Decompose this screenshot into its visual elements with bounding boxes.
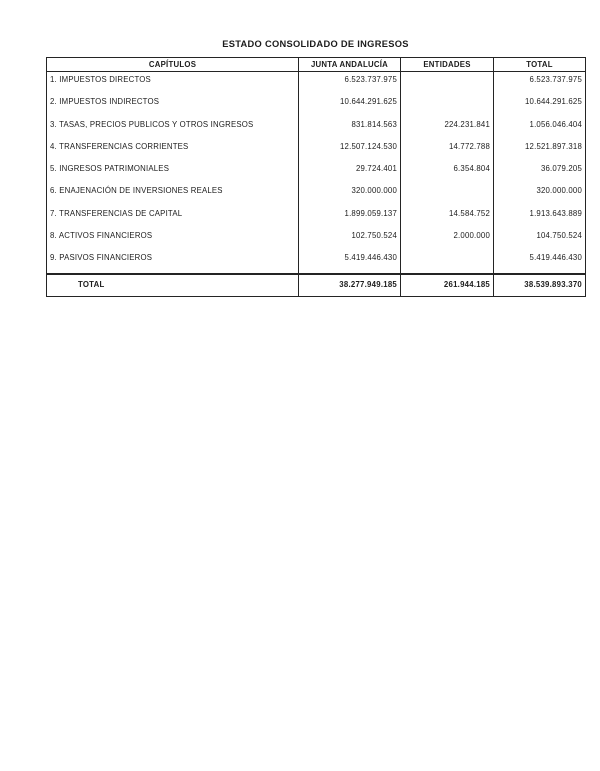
table-row [47, 183, 586, 205]
capitulo-cell: 2. IMPUESTOS INDIRECTOS [50, 97, 160, 107]
total-row [47, 274, 586, 297]
capitulo-cell: 6. ENAJENACIÓN DE INVERSIONES REALES [50, 186, 223, 196]
entidades-cell [401, 72, 494, 95]
total-cell: 5.419.446.430 [494, 250, 586, 273]
entidades-cell: 224.231.841 [401, 117, 494, 139]
entidades-cell [401, 94, 494, 116]
table-row [47, 206, 586, 228]
capitulo-cell: 7. TRANSFERENCIAS DE CAPITAL [50, 208, 183, 218]
table-row [47, 228, 586, 250]
entidades-cell [401, 250, 494, 273]
entidades-cell: 2.000.000 [401, 228, 494, 250]
junta-cell: 1.899.059.137 [299, 206, 401, 228]
total-total-cell: 38.539.893.370 [494, 274, 586, 297]
column-header-capitulos: CAPÍTULOS [47, 58, 299, 72]
total-cell: 1.913.643.889 [494, 206, 586, 228]
junta-cell: 10.644.291.625 [299, 94, 401, 116]
table-row [47, 117, 586, 139]
column-header-junta-andalucia: JUNTA ANDALUCÍA [299, 58, 401, 72]
table-row [47, 94, 586, 116]
table-row [47, 250, 586, 273]
entidades-cell [401, 183, 494, 205]
entidades-cell: 14.772.788 [401, 139, 494, 161]
header-row [47, 58, 586, 72]
junta-cell: 12.507.124.530 [299, 139, 401, 161]
total-cell: 1.056.046.404 [494, 117, 586, 139]
junta-cell: 320.000.000 [299, 183, 401, 205]
junta-cell: 102.750.524 [299, 228, 401, 250]
capitulo-cell: 9. PASIVOS FINANCIEROS [50, 253, 153, 263]
junta-cell: 831.814.563 [299, 117, 401, 139]
table-row [47, 72, 586, 95]
ingresos-table [46, 57, 586, 297]
total-entidades-cell: 261.944.185 [401, 274, 494, 297]
total-cell: 320.000.000 [494, 183, 586, 205]
junta-cell: 6.523.737.975 [299, 72, 401, 95]
capitulo-cell: 1. IMPUESTOS DIRECTOS [50, 75, 151, 84]
entidades-cell: 14.584.752 [401, 206, 494, 228]
total-cell: 104.750.524 [494, 228, 586, 250]
column-header-total: TOTAL [494, 58, 586, 72]
total-cell: 36.079.205 [494, 161, 586, 183]
capitulo-cell: 4. TRANSFERENCIAS CORRIENTES [50, 141, 189, 151]
entidades-cell: 6.354.804 [401, 161, 494, 183]
column-header-entidades: ENTIDADES [401, 58, 494, 72]
total-cell: 6.523.737.975 [494, 72, 586, 95]
junta-cell: 5.419.446.430 [299, 250, 401, 273]
capitulo-cell: 5. INGRESOS PATRIMONIALES [50, 164, 170, 174]
total-cell: 12.521.897.318 [494, 139, 586, 161]
junta-cell: 29.724.401 [299, 161, 401, 183]
total-junta-cell: 38.277.949.185 [299, 274, 401, 297]
total-cell: 10.644.291.625 [494, 94, 586, 116]
total-label-cell: TOTAL [47, 274, 299, 297]
table-row [47, 161, 586, 183]
table-row [47, 139, 586, 161]
capitulo-cell: 8. ACTIVOS FINANCIEROS [50, 231, 153, 241]
page-title: ESTADO CONSOLIDADO DE INGRESOS [222, 39, 409, 49]
capitulo-cell: 3. TASAS, PRECIOS PUBLICOS Y OTROS INGRESOS [50, 119, 254, 129]
